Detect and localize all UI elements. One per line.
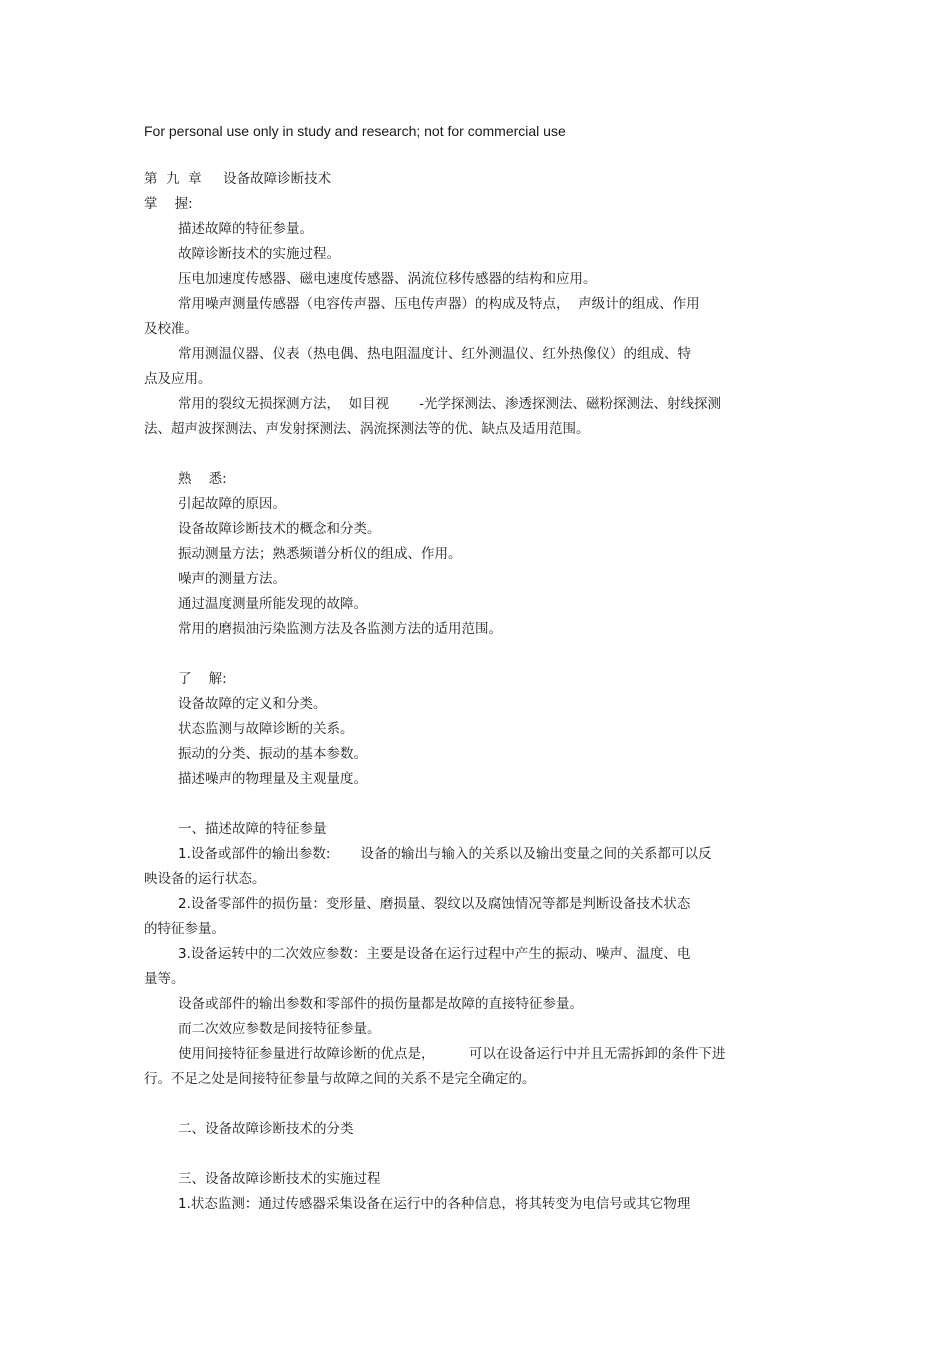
section-heading: 一、描述故障的特征参量 (178, 821, 327, 837)
understand-item: 描述噪声的物理量及主观量度。 (178, 771, 367, 787)
mastery-item-cont: 点及应用。 (144, 371, 212, 387)
understand-item: 设备故障的定义和分类。 (178, 696, 327, 712)
understand-heading: 了 解: (178, 671, 227, 687)
familiar-item: 常用的磨损油污染监测方法及各监测方法的适用范围。 (178, 621, 502, 637)
chapter-title: 第 九 章 设备故障诊断技术 (144, 171, 332, 187)
mastery-item-cont: 及校准。 (144, 321, 198, 337)
understand-item: 状态监测与故障诊断的关系。 (178, 721, 354, 737)
paragraph-line: 1.设备或部件的输出参数: 设备的输出与输入的关系以及输出变量之间的关系都可以反 (178, 846, 712, 862)
familiar-item: 噪声的测量方法。 (178, 571, 286, 587)
mastery-item: 常用测温仪器、仪表（热电偶、热电阻温度计、红外测温仪、红外热像仪）的组成、特 (178, 346, 691, 362)
paragraph-line: 设备或部件的输出参数和零部件的损伤量都是故障的直接特征参量。 (178, 996, 583, 1012)
paragraph-line: 映设备的运行状态。 (144, 871, 266, 887)
paragraph-line: 3.设备运转中的二次效应参数：主要是设备在运行过程中产生的振动、噪声、温度、电 (178, 946, 691, 962)
mastery-item: 常用噪声测量传感器（电容传声器、压电传声器）的构成及特点， 声级计的组成、作用 (178, 296, 700, 312)
mastery-item: 压电加速度传感器、磁电速度传感器、涡流位移传感器的结构和应用。 (178, 271, 597, 287)
section-heading: 二、设备故障诊断技术的分类 (178, 1121, 354, 1137)
mastery-item: 常用的裂纹无损探测方法， 如目视 -光学探测法、渗透探测法、磁粉探测法、射线探测 (178, 396, 721, 412)
mastery-heading: 掌 握: (144, 196, 193, 212)
familiar-item: 设备故障诊断技术的概念和分类。 (178, 521, 381, 537)
familiar-item: 振动测量方法；熟悉频谱分析仪的组成、作用。 (178, 546, 462, 562)
paragraph-line: 的特征参量。 (144, 921, 225, 937)
paragraph-line: 而二次效应参数是间接特征参量。 (178, 1021, 381, 1037)
paragraph-line: 使用间接特征参量进行故障诊断的优点是， 可以在设备运行中并且无需拆卸的条件下进 (178, 1046, 726, 1062)
familiar-item: 通过温度测量所能发现的故障。 (178, 596, 367, 612)
familiar-heading: 熟 悉: (178, 471, 227, 487)
mastery-item: 故障诊断技术的实施过程。 (178, 246, 340, 262)
paragraph-line: 2.设备零部件的损伤量：变形量、磨损量、裂纹以及腐蚀情况等都是判断设备技术状态 (178, 896, 691, 912)
understand-item: 振动的分类、振动的基本参数。 (178, 746, 367, 762)
mastery-item-cont: 法、超声波探测法、声发射探测法、涡流探测法等的优、缺点及适用范围。 (144, 421, 590, 437)
section-heading: 三、设备故障诊断技术的实施过程 (178, 1171, 381, 1187)
header-note: For personal use only in study and research; not for commercial use (144, 123, 566, 139)
paragraph-line: 行。不足之处是间接特征参量与故障之间的关系不是完全确定的。 (144, 1071, 536, 1087)
mastery-item: 描述故障的特征参量。 (178, 221, 313, 237)
paragraph-line: 1.状态监测：通过传感器采集设备在运行中的各种信息，将其转变为电信号或其它物理 (178, 1196, 691, 1212)
familiar-item: 引起故障的原因。 (178, 496, 286, 512)
paragraph-line: 量等。 (144, 971, 185, 987)
